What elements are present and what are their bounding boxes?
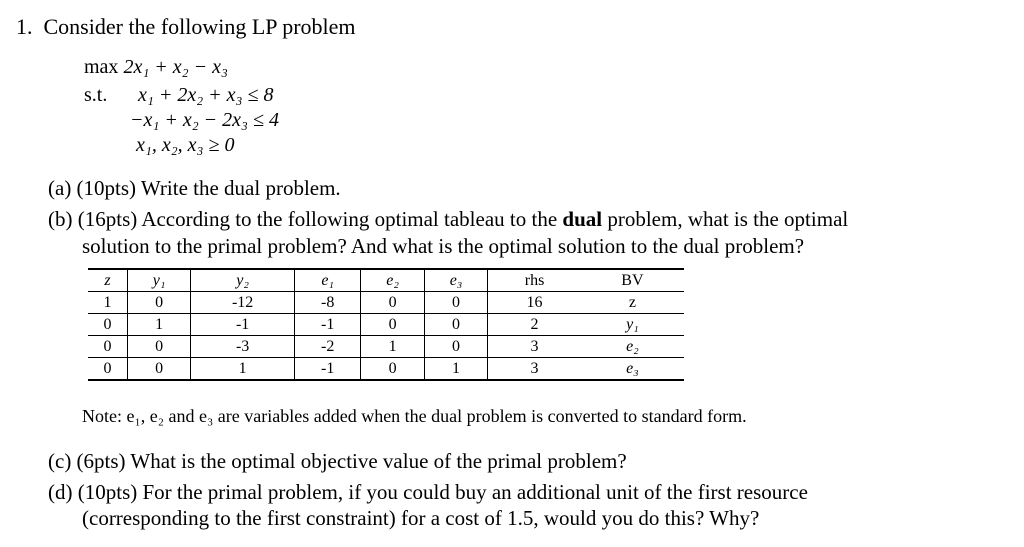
cell: -1 — [191, 314, 295, 336]
cell: -2 — [294, 336, 360, 358]
tableau-note: Note: e₁, e₂ and e₃ are variables added when the dual problem is converted to standard form. — [82, 406, 747, 426]
part-b-text-end: problem, what is the optimal — [602, 207, 849, 231]
header-y2: y₂ — [191, 269, 295, 292]
cell: 3 — [488, 358, 581, 381]
question-title: Consider the following LP problem — [43, 14, 356, 39]
dual-emphasis: dual — [562, 207, 603, 231]
cell: -1 — [294, 314, 360, 336]
cell: 1 — [103, 293, 112, 311]
st-label: s.t. — [84, 84, 108, 106]
cell: 16 — [488, 292, 581, 314]
cell: 2 — [488, 314, 581, 336]
cell: 0 — [103, 315, 112, 333]
cell: 1 — [424, 358, 487, 381]
constraint-1: x₁ + 2x₂ + x₃ ≤ 8 — [138, 84, 274, 106]
cell: 1 — [191, 358, 295, 381]
part-b-text-start: (b) (16pts) According to the following optimal tableau to the — [48, 207, 563, 231]
tableau-row — [88, 292, 684, 314]
question-heading — [16, 14, 356, 40]
cell: 0 — [103, 359, 112, 377]
cell: 0 — [127, 336, 190, 358]
cell: 0 — [127, 292, 190, 314]
cell: 0 — [103, 337, 112, 355]
optimal-tableau — [88, 268, 684, 381]
objective-label: max — [84, 56, 119, 78]
cell: 3 — [488, 336, 581, 358]
tableau-row — [88, 358, 684, 381]
basic-variable-cell: y₁ — [626, 315, 639, 333]
constraint-2: −x₁ + x₂ − 2x₃ ≤ 4 — [130, 109, 279, 131]
cell: 0 — [424, 336, 487, 358]
cell: 0 — [361, 292, 424, 314]
basic-variable-cell: z — [628, 293, 636, 311]
cell: -12 — [191, 292, 295, 314]
header-y1: y₁ — [127, 269, 190, 292]
cell: -3 — [191, 336, 295, 358]
header-rhs: rhs — [488, 269, 581, 292]
objective-line — [84, 56, 228, 79]
part-a: (a) (10pts) Write the dual problem. — [48, 176, 341, 200]
header-e2: e₂ — [361, 269, 424, 292]
part-d-line-1: (d) (10pts) For the primal problem, if you could buy an additional unit of the first resource — [48, 480, 808, 504]
cell: 0 — [127, 358, 190, 381]
header-z: z — [104, 271, 111, 289]
cell: 0 — [424, 292, 487, 314]
cell: 0 — [424, 314, 487, 336]
cell: 1 — [361, 336, 424, 358]
tableau-row — [88, 336, 684, 358]
cell: 0 — [361, 358, 424, 381]
part-b-line-2: solution to the primal problem? And what is the optimal solution to the dual problem? — [82, 234, 805, 258]
header-e1: e₁ — [294, 269, 360, 292]
cell: 1 — [127, 314, 190, 336]
header-bv: BV — [621, 271, 644, 289]
cell: -8 — [294, 292, 360, 314]
part-b-line-1 — [48, 207, 848, 232]
cell: -1 — [294, 358, 360, 381]
header-e3: e₃ — [424, 269, 487, 292]
basic-variable-cell: e₂ — [626, 337, 639, 355]
cell: 0 — [361, 314, 424, 336]
part-d-line-2: (corresponding to the first constraint) for a cost of 1.5, would you do this? Why? — [82, 506, 760, 530]
basic-variable-cell: e₃ — [626, 359, 639, 377]
nonnegativity-constraint: x₁, x₂, x₃ ≥ 0 — [136, 134, 235, 156]
objective-expression: 2x₁ + x₂ − x₃ — [123, 56, 228, 78]
tableau-header-row — [88, 269, 684, 292]
question-number: 1. — [16, 14, 33, 39]
tableau-row — [88, 314, 684, 336]
part-c: (c) (6pts) What is the optimal objective value of the primal problem? — [48, 449, 627, 473]
